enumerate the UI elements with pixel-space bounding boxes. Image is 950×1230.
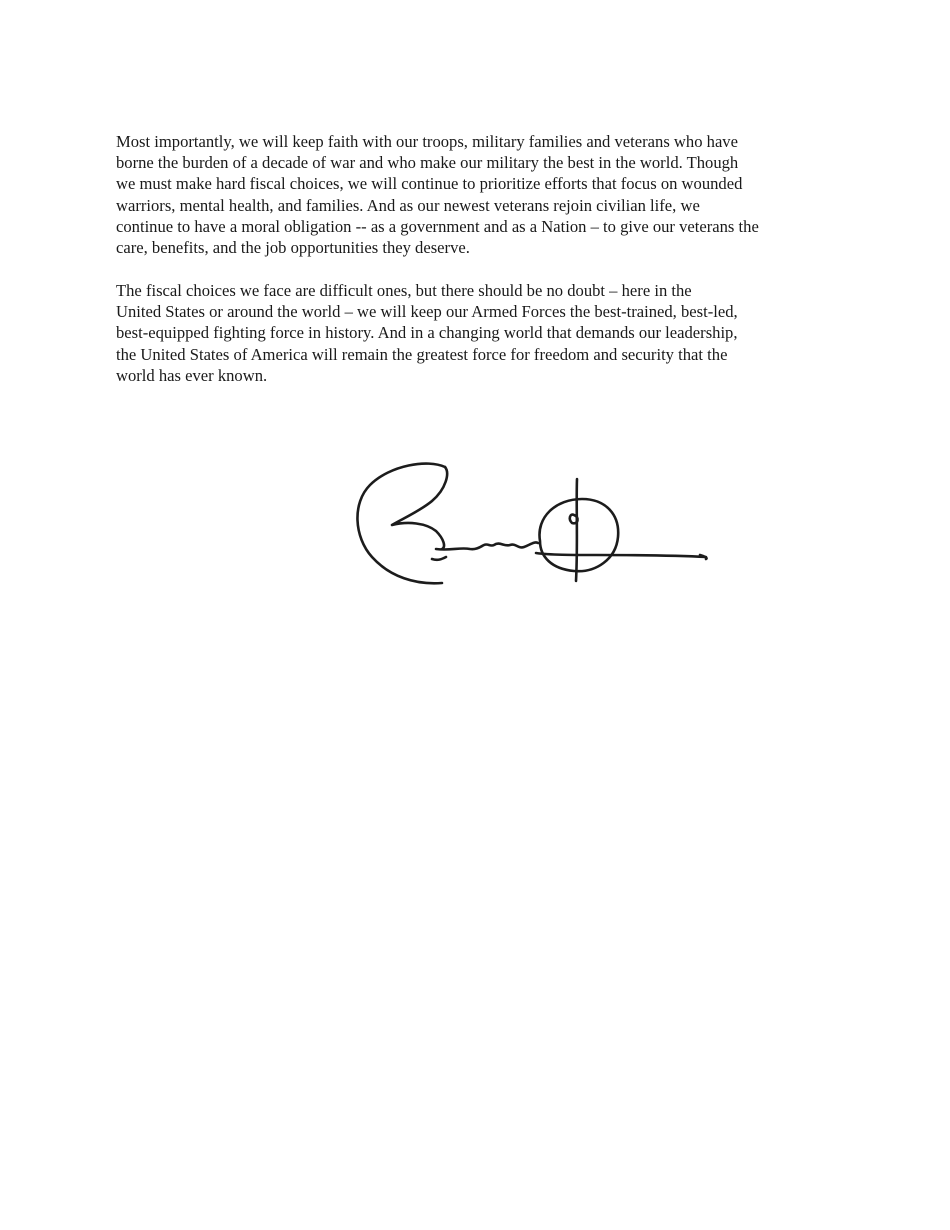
text-line: world has ever known. [116, 365, 268, 385]
text-line: we must make hard fiscal choices, we will continue to prioritize efforts that focus on wounded [116, 174, 743, 194]
text-line: best-equipped fighting force in history. And in a changing world that demands our leadership, [116, 323, 738, 343]
letter-paragraph-2 [116, 280, 856, 386]
text-line: borne the burden of a decade of war and who make our military the best in the world. Though [116, 153, 739, 173]
text-line: United States or around the world – we will keep our Armed Forces the best-trained, best-led, [116, 302, 738, 322]
text-line: Most importantly, we will keep faith with our troops, military families and veterans who have [116, 132, 738, 151]
letter-paragraph-1 [116, 131, 856, 258]
handwritten-signature-icon [350, 455, 715, 595]
text-line: the United States of America will remain the greatest force for freedom and security that the [116, 344, 728, 364]
text-line: continue to have a moral obligation -- as a government and as a Nation – to give our veterans the [116, 216, 759, 236]
text-line: The fiscal choices we face are difficult ones, but there should be no doubt – here in the [116, 281, 692, 300]
text-line: care, benefits, and the job opportunities they deserve. [116, 238, 470, 258]
text-line: warriors, mental health, and families. And as our newest veterans rejoin civilian life, we [116, 195, 700, 215]
